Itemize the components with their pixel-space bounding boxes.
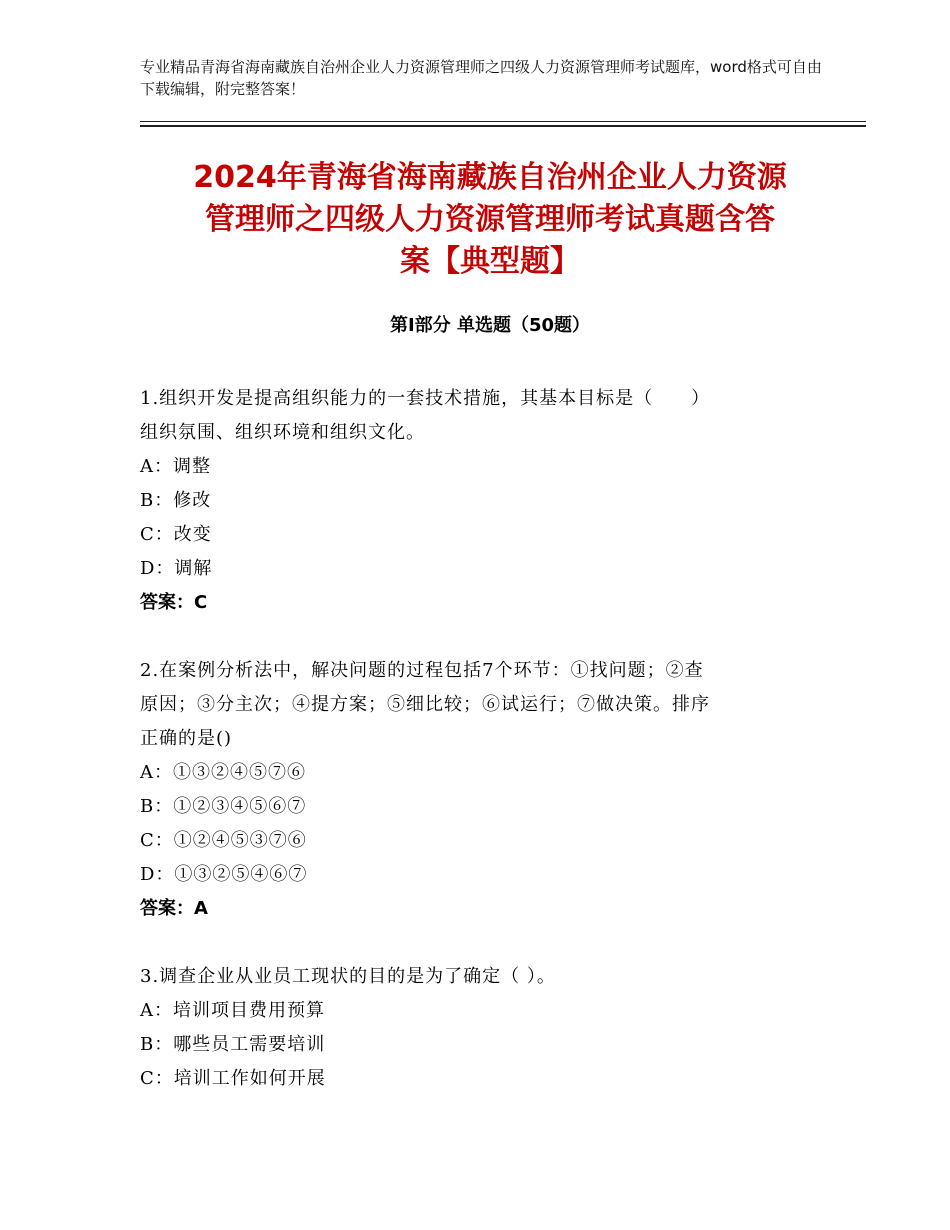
option-b: B：①②③④⑤⑥⑦ [140, 796, 307, 817]
option-b: B：修改 [140, 490, 212, 511]
option-a: A：培训项目费用预算 [140, 1000, 325, 1021]
document-title-line: 管理师之四级人力资源管理师考试真题含答 [205, 202, 775, 237]
option-a: A：①③②④⑤⑦⑥ [140, 762, 306, 783]
document-title-line: 案【典型题】 [400, 244, 580, 279]
question-list [140, 382, 830, 1096]
question-stem-line: 组织氛围、组织环境和组织文化。 [140, 422, 425, 443]
question-stem-line: 1.组织开发是提高组织能力的一套技术措施，其基本目标是（ ） [140, 388, 711, 409]
question-stem-line: 正确的是() [140, 728, 233, 749]
document-title-line: 2024年青海省海南藏族自治州企业人力资源 [193, 160, 787, 195]
question-1 [140, 382, 830, 620]
option-c: C：培训工作如何开展 [140, 1068, 326, 1089]
option-a: A：调整 [140, 456, 211, 477]
question-3 [140, 960, 830, 1096]
question-spacer [140, 926, 830, 960]
option-b: B：哪些员工需要培训 [140, 1034, 326, 1055]
option-d: D：①③②⑤④⑥⑦ [140, 864, 308, 885]
option-c: C：①②④⑤③⑦⑥ [140, 830, 307, 851]
document-title [140, 157, 840, 283]
question-stem-line: 原因；③分主次；④提方案；⑤细比较；⑥试运行；⑦做决策。排序 [140, 694, 710, 715]
header-divider [140, 121, 866, 127]
question-stem-line: 3.调查企业从业员工现状的目的是为了确定（ ）。 [140, 966, 556, 987]
header-note: 专业精品青海省海南藏族自治州企业人力资源管理师之四级人力资源管理师考试题库，word格式可自由下载编辑，附完整答案！ [140, 58, 822, 98]
answer: 答案：A [140, 898, 208, 919]
answer: 答案：C [140, 592, 208, 613]
option-c: C：改变 [140, 524, 212, 545]
question-spacer [140, 620, 830, 654]
section-title: 第Ⅰ部分 单选题（50题） [389, 315, 590, 336]
option-d: D：调解 [140, 558, 213, 579]
question-2 [140, 654, 830, 926]
question-stem-line: 2.在案例分析法中，解决问题的过程包括7个环节：①找问题；②查 [140, 660, 704, 681]
